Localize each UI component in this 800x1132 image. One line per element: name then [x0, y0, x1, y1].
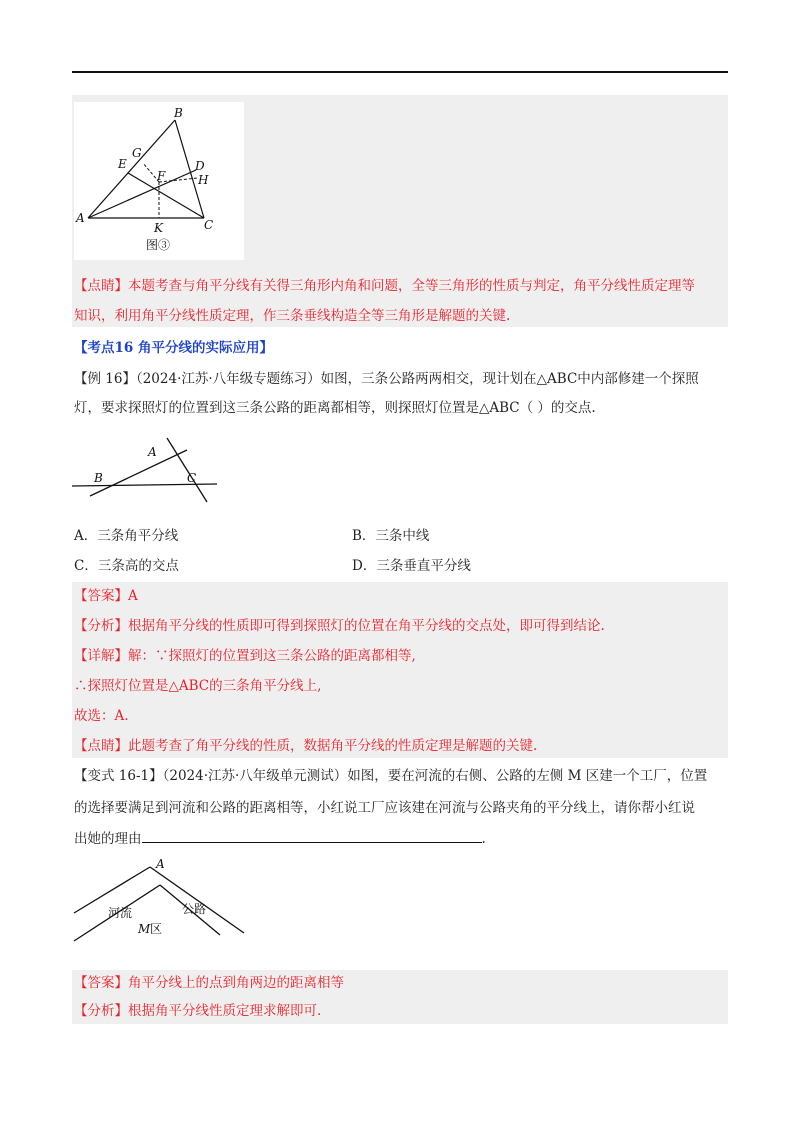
- variant-answer-text: 角平分线上的点到角两边的距离相等: [128, 975, 344, 991]
- detail-line3: 故选：A.: [74, 708, 129, 724]
- road-label-B: B: [94, 471, 103, 485]
- label-E: E: [118, 157, 127, 171]
- variant-analysis-line: [74, 1001, 321, 1021]
- figure-triangle-3: [74, 102, 244, 264]
- option-b: B．三条中线: [352, 528, 430, 544]
- zone-label: 区: [150, 922, 163, 936]
- road-label: 公路: [182, 902, 207, 916]
- pointer-2-tag: 【点睛】: [74, 738, 128, 754]
- label-B: B: [174, 106, 183, 120]
- river-label: 河流: [108, 906, 133, 920]
- pointer-1-line2: 知识，利用角平分线性质定理，作三条垂线构造全等三角形是解题的关键.: [74, 308, 511, 324]
- option-c: C．三条高的交点: [74, 558, 179, 574]
- option-a: A．三条角平分线: [74, 528, 179, 544]
- pointer-2-text: 此题考查了角平分线的性质，数据角平分线的性质定理是解题的关键.: [128, 738, 538, 754]
- pointer-tag: 【点睛】: [74, 278, 128, 294]
- detail-line2: ∴探照灯位置是△ABC的三条角平分线上,: [74, 678, 322, 694]
- label-A: A: [76, 211, 85, 225]
- variant-line2: 的选择要满足到河流和公路的距离相等，小红说工厂应该建在河流与公路夹角的平分线上，请你帮小红说: [74, 800, 695, 816]
- analysis-text: 根据角平分线的性质即可得到探照灯的位置在角平分线的交点处，即可得到结论.: [128, 618, 605, 634]
- detail-tag: 【详解】: [74, 648, 128, 664]
- section-title: 【考点16 角平分线的实际应用】: [74, 340, 273, 356]
- header-rule: [72, 71, 728, 73]
- example16-line1: 【例 16】（2024·江苏·八年级专题练习）如图，三条公路两两相交，现计划在△ABC中内部修建一个探照: [74, 371, 699, 387]
- variant-line3-suffix: .: [481, 831, 486, 847]
- detail-text: 解：∵探照灯的位置到这三条公路的距离都相等,: [128, 648, 416, 664]
- analysis-line: [74, 616, 605, 636]
- triangle-figure-svg: [74, 102, 244, 260]
- variant-analysis-text: 根据角平分线性质定理求解即可.: [128, 1003, 322, 1019]
- label-D: D: [195, 159, 205, 173]
- label-C: C: [204, 218, 214, 232]
- label-F: F: [157, 169, 166, 183]
- pointer-text: 本题考查与角平分线有关得三角形内角和问题，全等三角形的性质与判定，角平分线性质定理等: [128, 278, 695, 294]
- option-d: D．三条垂直平分线: [352, 558, 471, 574]
- label-H: H: [198, 173, 209, 187]
- answer-blank: [142, 828, 482, 843]
- answer-tag: 【答案】: [74, 588, 128, 604]
- label-K: K: [154, 221, 163, 235]
- figure-river-road: [72, 855, 247, 949]
- variant-answer-tag: 【答案】: [74, 975, 128, 991]
- figure-roads: [72, 436, 217, 508]
- solution-block-2: [72, 582, 728, 758]
- figure-caption: 图③: [146, 238, 171, 252]
- variant-answer-line: [74, 973, 344, 993]
- answer-line: [74, 586, 138, 606]
- detail-line1: [74, 646, 416, 666]
- label-G: G: [132, 146, 142, 160]
- answer-text: A: [128, 588, 138, 604]
- zone-label-M: M: [138, 922, 151, 936]
- pointer-1-line1: [74, 276, 695, 296]
- road-label-A: A: [148, 445, 157, 459]
- analysis-tag: 【分析】: [74, 618, 128, 634]
- pointer-2-line: [74, 736, 537, 756]
- variant-line1: 【变式 16-1】（2024·江苏·八年级单元测试）如图，要在河流的右侧、公路的左侧 M 区建一个工厂，位置: [74, 768, 708, 784]
- river-road-figure-svg: [72, 855, 247, 945]
- variant-line3: [74, 828, 486, 849]
- variant-analysis-tag: 【分析】: [74, 1003, 128, 1019]
- example16-line2: 灯，要求探照灯的位置到这三条公路的距离都相等，则探照灯位置是△ABC（ ）的交点.: [74, 400, 596, 416]
- river-label-A: A: [156, 857, 165, 871]
- road-label-C: C: [187, 471, 197, 485]
- roads-figure-svg: [72, 436, 217, 504]
- variant-line3-prefix: 出她的理由: [74, 831, 142, 847]
